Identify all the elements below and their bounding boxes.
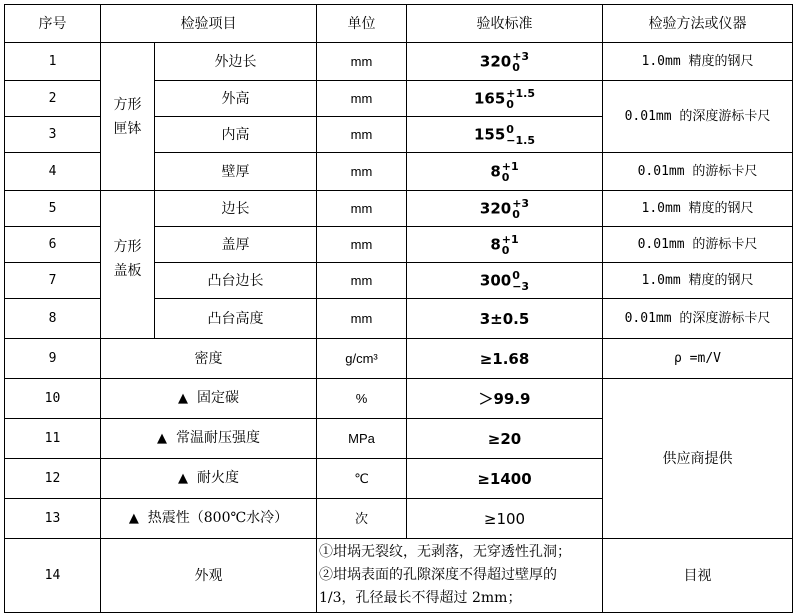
row-standard: 8 +1 0 — [407, 153, 603, 191]
row-seq: 12 — [5, 459, 101, 499]
row-seq: 5 — [5, 191, 101, 227]
header-seq: 序号 — [5, 5, 101, 43]
row-standard: 320 +3 0 — [407, 43, 603, 81]
row-standard: ＞99.9 — [407, 379, 603, 419]
table-row — [5, 339, 793, 379]
row-standard: ≥1.68 — [407, 339, 603, 379]
description-line: ②坩埚表面的孔隙深度不得超过壁厚的 — [319, 567, 557, 583]
row-unit: mm — [317, 117, 407, 153]
row-standard: ≥1400 — [407, 459, 603, 499]
row-standard: 3±0.5 — [407, 299, 603, 339]
row-method: 0.01mm 的深度游标卡尺 — [603, 299, 793, 339]
row-standard: 165 +1.5 0 — [407, 81, 603, 117]
row-item: 凸台高度 — [155, 299, 317, 339]
row-unit: mm — [317, 227, 407, 263]
table-row — [5, 379, 793, 419]
row-unit: g/cm³ — [317, 339, 407, 379]
row-seq: 3 — [5, 117, 101, 153]
description-line: ①坩埚无裂纹，无剥落，无穿透性孔洞； — [319, 544, 571, 560]
row-seq: 9 — [5, 339, 101, 379]
row-seq: 7 — [5, 263, 101, 299]
triangle-marker-icon: ▲ — [178, 471, 189, 486]
appearance-description — [317, 539, 603, 613]
header-item: 检验项目 — [101, 5, 317, 43]
table-row — [5, 43, 793, 81]
row-item: ▲ 固定碳 — [101, 379, 317, 419]
row-item: 凸台边长 — [155, 263, 317, 299]
row-item: ▲ 常温耐压强度 — [101, 419, 317, 459]
row-standard: 320 +3 0 — [407, 191, 603, 227]
supplier-method: 供应商提供 — [603, 379, 793, 539]
header-method: 检验方法或仪器 — [603, 5, 793, 43]
row-seq: 13 — [5, 499, 101, 539]
row-method: 0.01mm 的游标卡尺 — [603, 153, 793, 191]
row-seq: 1 — [5, 43, 101, 81]
triangle-marker-icon: ▲ — [178, 391, 189, 406]
table-row — [5, 191, 793, 227]
row-item: 密度 — [101, 339, 317, 379]
row-standard: ≥20 — [407, 419, 603, 459]
row-seq: 4 — [5, 153, 101, 191]
row-unit: mm — [317, 153, 407, 191]
description-line: 1/3，孔径最长不得超过 2mm； — [319, 590, 522, 606]
row-unit: mm — [317, 191, 407, 227]
row-seq: 11 — [5, 419, 101, 459]
header-row — [5, 5, 793, 43]
row-method: 1.0mm 精度的钢尺 — [603, 263, 793, 299]
inspection-table — [4, 4, 793, 613]
row-unit: mm — [317, 299, 407, 339]
row-item: ▲ 耐火度 — [101, 459, 317, 499]
header-standard: 验收标准 — [407, 5, 603, 43]
row-method: 1.0mm 精度的钢尺 — [603, 43, 793, 81]
row-unit: mm — [317, 263, 407, 299]
row-unit: % — [317, 379, 407, 419]
row-method: ρ =m/V — [603, 339, 793, 379]
row-item: 外观 — [101, 539, 317, 613]
row-seq: 14 — [5, 539, 101, 613]
row-method: 目视 — [603, 539, 793, 613]
row-seq: 2 — [5, 81, 101, 117]
group-label-body: 方形 匣钵 — [101, 43, 155, 191]
row-unit: mm — [317, 81, 407, 117]
row-standard: 155 0 −1.5 — [407, 117, 603, 153]
row-seq: 6 — [5, 227, 101, 263]
row-item: 边长 — [155, 191, 317, 227]
row-item: 盖厚 — [155, 227, 317, 263]
row-method: 0.01mm 的深度游标卡尺 — [603, 81, 793, 153]
row-unit: 次 — [317, 499, 407, 539]
row-item: 内高 — [155, 117, 317, 153]
row-method: 1.0mm 精度的钢尺 — [603, 191, 793, 227]
row-unit: ℃ — [317, 459, 407, 499]
row-item: 壁厚 — [155, 153, 317, 191]
row-standard: 300 0 −3 — [407, 263, 603, 299]
group-label-lid: 方形 盖板 — [101, 191, 155, 339]
row-item: 外高 — [155, 81, 317, 117]
row-method: 0.01mm 的游标卡尺 — [603, 227, 793, 263]
row-seq: 10 — [5, 379, 101, 419]
header-unit: 单位 — [317, 5, 407, 43]
triangle-marker-icon: ▲ — [128, 511, 139, 526]
table-row — [5, 539, 793, 613]
row-item: 外边长 — [155, 43, 317, 81]
row-standard: 8 +1 0 — [407, 227, 603, 263]
row-standard: ≥100 — [407, 499, 603, 539]
triangle-marker-icon: ▲ — [157, 431, 168, 446]
row-unit: MPa — [317, 419, 407, 459]
row-unit: mm — [317, 43, 407, 81]
row-seq: 8 — [5, 299, 101, 339]
row-item: ▲ 热震性（800℃水冷） — [101, 499, 317, 539]
